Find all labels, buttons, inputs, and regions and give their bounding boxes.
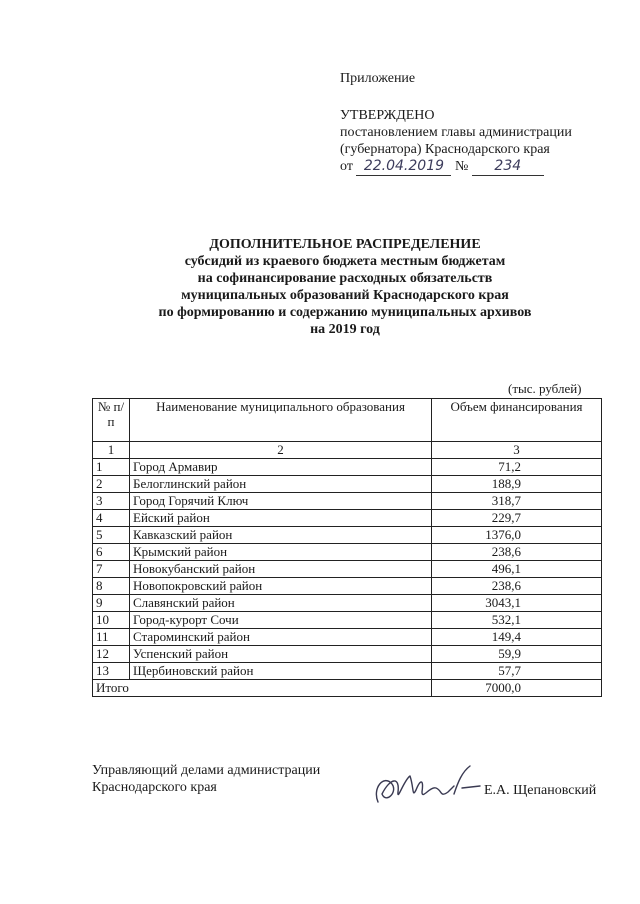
signatory-name: Е.А. Щепановский xyxy=(484,783,597,798)
row-value: 188,9 xyxy=(432,476,602,493)
title-line: по формированию и содержанию муниципальных архивов xyxy=(158,305,532,320)
row-num: 5 xyxy=(93,527,130,544)
title-line: на 2019 год xyxy=(310,322,380,337)
table-row xyxy=(93,527,602,544)
table-row xyxy=(93,476,602,493)
row-value: 532,1 xyxy=(432,612,602,629)
table-row xyxy=(93,612,602,629)
row-name: Белоглинский район xyxy=(130,476,432,493)
row-name: Новопокровский район xyxy=(130,578,432,595)
handwritten-signature xyxy=(370,758,482,818)
distribution-table xyxy=(92,398,602,697)
title-main: ДОПОЛНИТЕЛЬНОЕ РАСПРЕДЕЛЕНИЕ xyxy=(209,237,481,252)
row-num: 12 xyxy=(93,646,130,663)
row-value: 238,6 xyxy=(432,578,602,595)
index-cell: 1 xyxy=(93,442,130,459)
date-prefix: от xyxy=(340,159,353,174)
row-name: Славянский район xyxy=(130,595,432,612)
row-name: Староминский район xyxy=(130,629,432,646)
row-value: 59,9 xyxy=(432,646,602,663)
row-name: Город-курорт Сочи xyxy=(130,612,432,629)
row-num: 11 xyxy=(93,629,130,646)
title-line: на софинансирование расходных обязательств xyxy=(197,271,493,286)
header-num: № п/п xyxy=(93,399,130,442)
row-value: 1376,0 xyxy=(432,527,602,544)
row-value: 496,1 xyxy=(432,561,602,578)
index-cell: 2 xyxy=(130,442,432,459)
index-row xyxy=(93,442,602,459)
row-num: 6 xyxy=(93,544,130,561)
document-title xyxy=(120,236,570,338)
row-value: 318,7 xyxy=(432,493,602,510)
row-name: Крымский район xyxy=(130,544,432,561)
handwritten-date: 22.04.2019 xyxy=(356,158,451,176)
row-name: Новокубанский район xyxy=(130,561,432,578)
row-num: 10 xyxy=(93,612,130,629)
total-label: Итого xyxy=(93,680,432,697)
row-value: 57,7 xyxy=(432,663,602,680)
row-name: Щербиновский район xyxy=(130,663,432,680)
table-row xyxy=(93,459,602,476)
table-row xyxy=(93,561,602,578)
signatory-role-line-1: Управляющий делами администрации xyxy=(92,763,321,778)
row-name: Город Армавир xyxy=(130,459,432,476)
table-row xyxy=(93,629,602,646)
row-name: Кавказский район xyxy=(130,527,432,544)
row-value: 71,2 xyxy=(432,459,602,476)
index-cell: 3 xyxy=(432,442,602,459)
row-num: 9 xyxy=(93,595,130,612)
row-num: 2 xyxy=(93,476,130,493)
table-row xyxy=(93,663,602,680)
handwritten-number: 234 xyxy=(472,158,544,176)
table-row xyxy=(93,544,602,561)
row-value: 149,4 xyxy=(432,629,602,646)
row-num: 8 xyxy=(93,578,130,595)
table-row xyxy=(93,595,602,612)
table-row xyxy=(93,510,602,527)
row-value: 3043,1 xyxy=(432,595,602,612)
title-line: субсидий из краевого бюджета местным бюджетам xyxy=(184,254,506,269)
table-header-row xyxy=(93,399,602,442)
title-line: муниципальных образований Краснодарского края xyxy=(181,288,509,303)
table-row xyxy=(93,493,602,510)
approval-line-1: постановлением главы администрации xyxy=(340,125,572,140)
row-num: 1 xyxy=(93,459,130,476)
approval-date-line xyxy=(340,158,630,176)
row-name: Ейский район xyxy=(130,510,432,527)
appendix-label: Приложение xyxy=(340,71,416,86)
table-row xyxy=(93,646,602,663)
approval-block xyxy=(340,70,630,176)
row-num: 4 xyxy=(93,510,130,527)
total-row xyxy=(93,680,602,697)
row-name: Город Горячий Ключ xyxy=(130,493,432,510)
row-name: Успенский район xyxy=(130,646,432,663)
row-value: 229,7 xyxy=(432,510,602,527)
signatory-role-line-2: Краснодарского края xyxy=(92,780,217,795)
units-label: (тыс. рублей) xyxy=(508,381,582,396)
header-name: Наименование муниципального образования xyxy=(130,399,432,442)
row-num: 13 xyxy=(93,663,130,680)
row-num: 7 xyxy=(93,561,130,578)
header-value: Объем финансирования xyxy=(432,399,602,442)
approval-line-2: (губернатора) Краснодарского края xyxy=(340,142,550,157)
total-value: 7000,0 xyxy=(432,680,602,697)
row-value: 238,6 xyxy=(432,544,602,561)
table-row xyxy=(93,578,602,595)
approved-label: УТВЕРЖДЕНО xyxy=(340,108,435,123)
signatory-role xyxy=(92,762,320,796)
row-num: 3 xyxy=(93,493,130,510)
number-prefix: № xyxy=(454,159,469,174)
